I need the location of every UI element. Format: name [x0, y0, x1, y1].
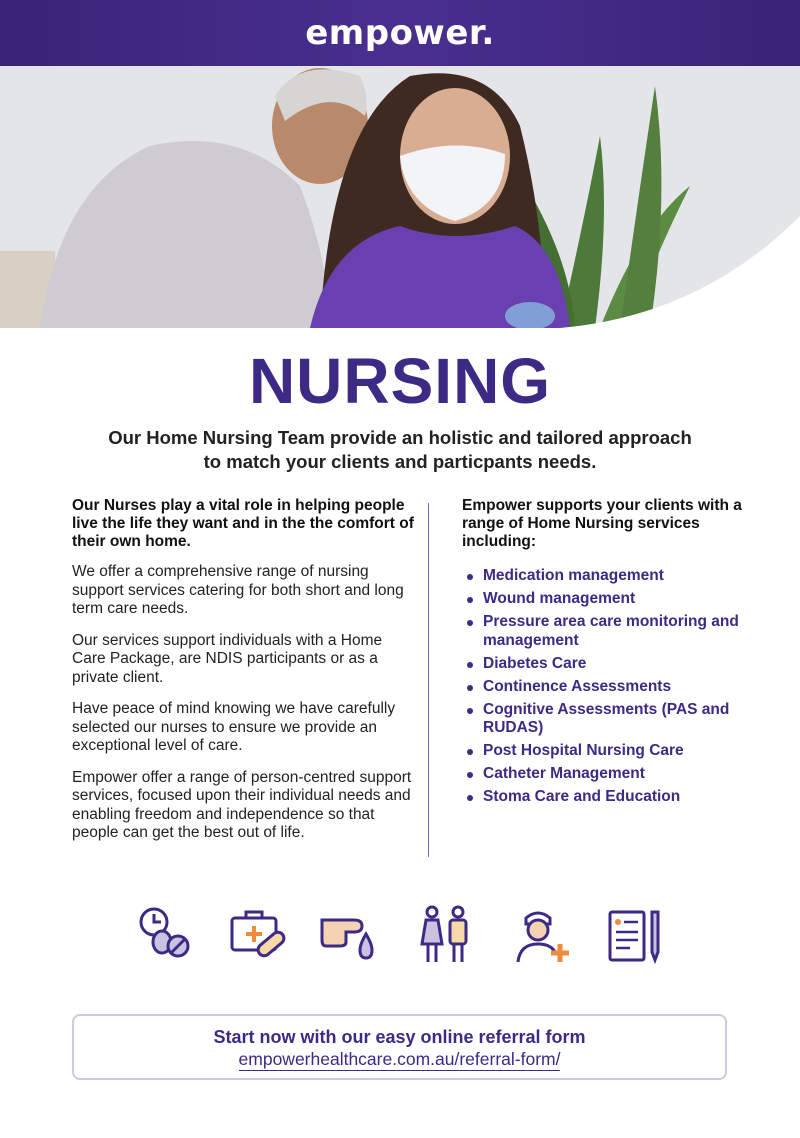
intro-paragraph: We offer a comprehensive range of nursing support services catering for both short and long term care needs.: [72, 563, 404, 617]
referral-form-link[interactable]: empowerhealthcare.com.au/referral-form/: [238, 1049, 561, 1069]
service-item: Diabetes Care: [462, 655, 762, 674]
intro-paragraph: Empower offer a range of person-centred support services, focused upon their individual needs and enabling freedom and independence so that people can get the best out of life.: [72, 768, 412, 841]
services-lead: Empower supports your clients with a range of Home Nursing services including:: [462, 497, 742, 550]
intro-paragraph: Have peace of mind knowing we have carefully selected our nurses to ensure we provide an exceptional level of care.: [72, 700, 396, 754]
medication-clock-icon: [136, 904, 198, 966]
cta-title: Start now with our easy online referral form: [213, 1027, 586, 1047]
clipboard-pen-icon: [604, 904, 666, 966]
header-bar: [0, 0, 800, 66]
nurse-plus-icon: [512, 904, 574, 966]
intro-column: [72, 497, 417, 856]
service-item: Catheter Management: [462, 765, 762, 784]
services-column: [462, 497, 762, 811]
hero-photo: [0, 66, 800, 328]
service-item: Wound management: [462, 590, 762, 609]
service-item: Medication management: [462, 567, 762, 586]
nurse-patient-illustration: [0, 66, 800, 328]
service-item: Pressure area care monitoring and management: [462, 613, 762, 650]
services-list: [462, 567, 762, 807]
first-aid-kit-bandage-icon: [226, 904, 288, 966]
referral-cta-box[interactable]: [72, 1014, 727, 1080]
service-item: Continence Assessments: [462, 678, 762, 697]
service-icons-row: [130, 904, 670, 966]
finger-blood-drop-icon: [318, 904, 380, 966]
service-item: Stoma Care and Education: [462, 788, 762, 807]
page-subtitle: Our Home Nursing Team provide an holistic and tailored approach to match your clients and particpants needs.: [108, 427, 692, 472]
toilet-people-icon: [414, 904, 476, 966]
intro-paragraph: Our services support individuals with a Home Care Package, are NDIS participants or as a private client.: [72, 631, 383, 686]
service-item: Cognitive Assessments (PAS and RUDAS): [462, 701, 762, 738]
intro-lead: Our Nurses play a vital role in helping people live the life they want and in the the comfort of their own home.: [72, 497, 414, 550]
empower-logo: empower.: [305, 13, 495, 53]
service-item: Post Hospital Nursing Care: [462, 742, 762, 761]
column-divider: [428, 503, 429, 857]
page-title: NURSING: [248, 345, 552, 417]
